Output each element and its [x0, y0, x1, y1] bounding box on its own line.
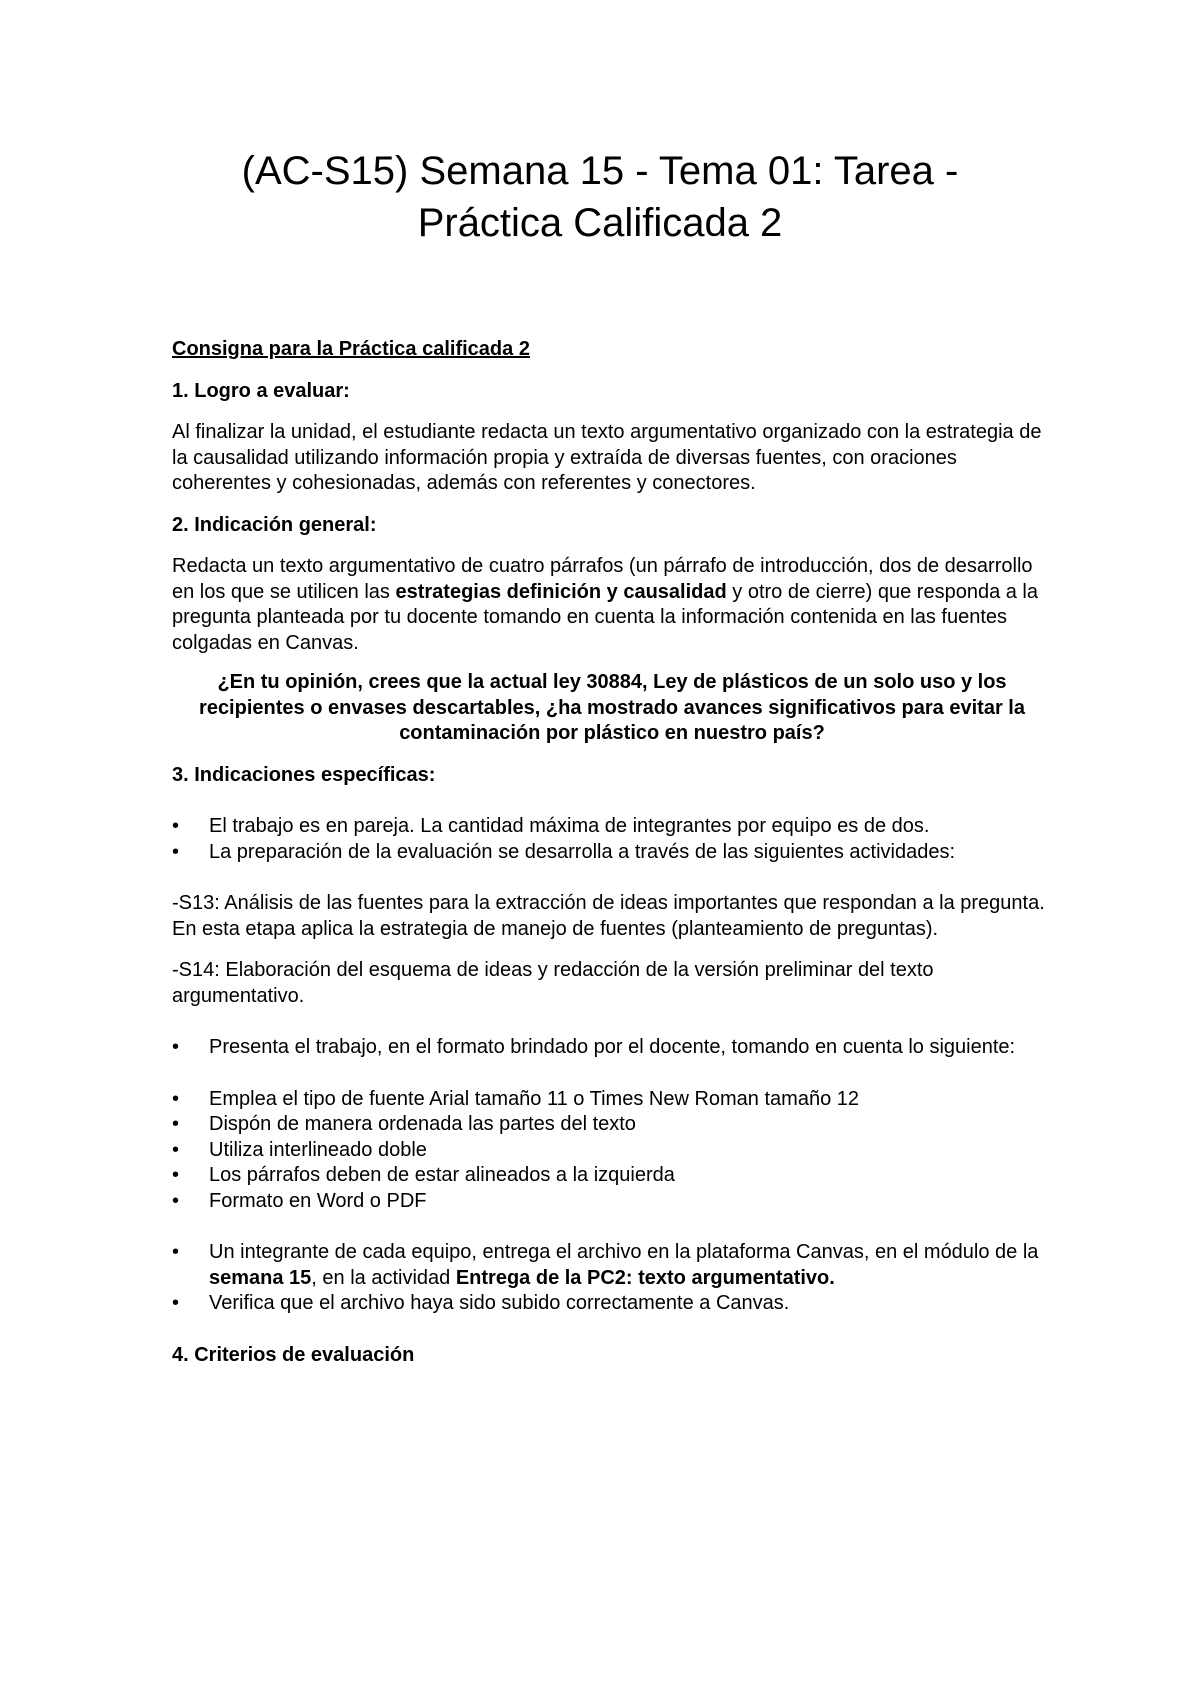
document-body	[172, 337, 1052, 1368]
list-item	[172, 1240, 1052, 1291]
list-item-text: El trabajo es en pareja. La cantidad máxima de integrantes por equipo es de dos.	[209, 815, 930, 837]
list-item-text: Verifica que el archivo haya sido subido correctamente a Canvas.	[209, 1292, 790, 1314]
bullet-icon: •	[172, 1241, 180, 1263]
section-2-text-a: Redacta un texto argumentativo de cuatro párrafos (un párrafo de introducción, dos de desarrollo en los que se utilicen las	[172, 555, 1033, 603]
bullet-icon: •	[172, 840, 180, 863]
section-2-heading: 2. Indicación general:	[172, 513, 377, 536]
list-item-text: Emplea el tipo de fuente Arial tamaño 11 o Times New Roman tamaño 12	[209, 1087, 859, 1110]
consigna-heading: Consigna para la Práctica calificada 2	[172, 338, 530, 360]
list-item	[172, 1035, 1052, 1061]
list-item-text: Utiliza interlineado doble	[209, 1138, 427, 1161]
s14-activity: -S14: Elaboración del esquema de ideas y redacción de la versión preliminar del texto argumentativo.	[172, 959, 934, 1007]
list-item	[172, 840, 1052, 866]
bullet-icon: •	[172, 1087, 180, 1110]
title-line-1: (AC-S15) Semana 15 - Tema 01: Tarea -	[241, 149, 959, 193]
bullet-icon: •	[172, 1164, 180, 1186]
section-1-heading: 1. Logro a evaluar:	[172, 379, 350, 402]
submission-list	[172, 1240, 1052, 1317]
section-2-text-bold: estrategias definición y causalidad	[395, 580, 727, 603]
section-3-heading: 3. Indicaciones específicas:	[172, 763, 436, 786]
bullet-icon: •	[172, 815, 180, 837]
list-item	[172, 1112, 1052, 1138]
list-item	[172, 1163, 1052, 1189]
instructions-list-2	[172, 1035, 1052, 1061]
section-1-text: Al finalizar la unidad, el estudiante redacta un texto argumentativo organizado con la estrategia de la causalidad utilizando información propia y extraída de diversas fuentes, con oraciones coherentes y cohesionadas, además con referentes y conectores.	[172, 421, 1042, 494]
s13-activity: -S13: Análisis de las fuentes para la extracción de ideas importantes que respondan a la pregunta. En esta etapa aplica la estrategia de manejo de fuentes (planteamiento de preguntas).	[172, 892, 1045, 940]
bullet-icon: •	[172, 1113, 180, 1135]
list-item-text: Presenta el trabajo, en el formato brindado por el docente, tomando en cuenta lo siguiente:	[209, 1036, 1016, 1058]
week-label: semana 15	[209, 1266, 312, 1289]
list-item	[172, 1189, 1052, 1215]
bullet-icon: •	[172, 1036, 180, 1058]
list-item-text: La preparación de la evaluación se desarrolla a través de las siguientes actividades:	[209, 840, 956, 863]
list-item	[172, 1087, 1052, 1113]
submission-text-b: , en la actividad	[311, 1266, 456, 1289]
submission-text-a: Un integrante de cada equipo, entrega el archivo en la plataforma Canvas, en el módulo de la	[209, 1241, 1039, 1263]
list-item	[172, 1291, 1052, 1317]
bullet-icon: •	[172, 1292, 180, 1314]
bullet-icon: •	[172, 1138, 180, 1161]
list-item	[172, 1138, 1052, 1164]
section-2-text	[172, 554, 1052, 656]
section-4-heading: 4. Criterios de evaluación	[172, 1343, 415, 1366]
list-item-text: Dispón de manera ordenada las partes del texto	[209, 1113, 636, 1135]
format-list	[172, 1087, 1052, 1215]
list-item-text: Los párrafos deben de estar alineados a la izquierda	[209, 1164, 675, 1186]
document-title	[150, 145, 1050, 249]
bullet-icon: •	[172, 1189, 180, 1212]
activity-name: Entrega de la PC2: texto argumentativo.	[455, 1266, 835, 1289]
list-item	[172, 814, 1052, 840]
title-line-2: Práctica Calificada 2	[417, 201, 783, 245]
guiding-question: ¿En tu opinión, crees que la actual ley 30884, Ley de plásticos de un solo uso y los recipientes o envases descartables, ¿ha mostrado avances significativos para evitar la contaminación por plástico en nuestro país?	[199, 671, 1025, 744]
section-2-text-b: y otro de cierre) que responda a la pregunta planteada por tu docente tomando en cuenta la información contenida en las fuentes colgadas en Canvas.	[172, 580, 1038, 654]
list-item-text	[209, 1241, 1038, 1289]
instructions-list-1	[172, 814, 1052, 865]
list-item-text: Formato en Word o PDF	[209, 1189, 427, 1212]
